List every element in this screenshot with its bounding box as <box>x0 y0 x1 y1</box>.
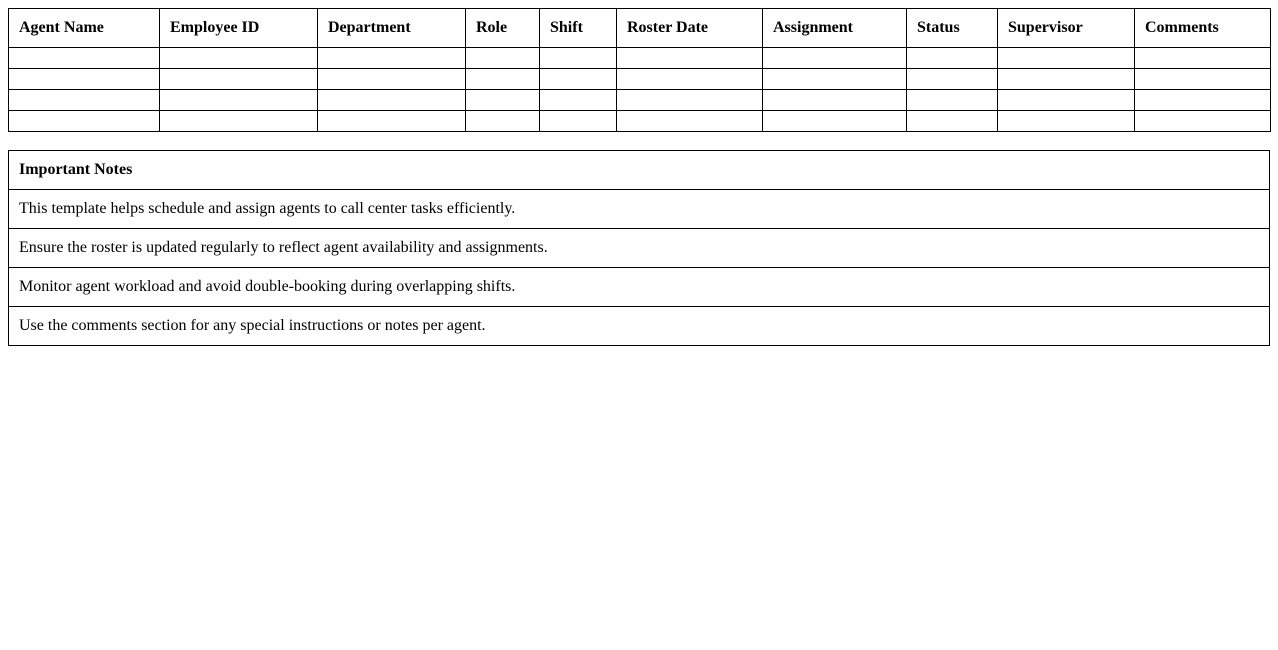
cell-agent-name[interactable] <box>9 48 160 69</box>
note-row <box>9 190 1270 229</box>
cell-assignment[interactable] <box>763 48 907 69</box>
cell-shift[interactable] <box>540 111 617 132</box>
column-header-department: Department <box>318 9 466 48</box>
cell-supervisor[interactable] <box>998 111 1135 132</box>
cell-assignment[interactable] <box>763 111 907 132</box>
cell-role[interactable] <box>466 111 540 132</box>
cell-shift[interactable] <box>540 90 617 111</box>
cell-roster-date[interactable] <box>617 111 763 132</box>
cell-role[interactable] <box>466 90 540 111</box>
note-row <box>9 268 1270 307</box>
roster-table <box>8 8 1271 132</box>
cell-role[interactable] <box>466 48 540 69</box>
cell-agent-name[interactable] <box>9 90 160 111</box>
notes-table <box>8 150 1270 346</box>
roster-header-row <box>9 9 1271 48</box>
cell-status[interactable] <box>907 90 998 111</box>
column-header-roster-date: Roster Date <box>617 9 763 48</box>
notes-header-row <box>9 151 1270 190</box>
column-header-role: Role <box>466 9 540 48</box>
cell-employee-id[interactable] <box>160 69 318 90</box>
cell-department[interactable] <box>318 111 466 132</box>
cell-agent-name[interactable] <box>9 111 160 132</box>
cell-comments[interactable] <box>1135 69 1271 90</box>
cell-department[interactable] <box>318 90 466 111</box>
cell-supervisor[interactable] <box>998 90 1135 111</box>
table-row <box>9 111 1271 132</box>
table-row <box>9 69 1271 90</box>
column-header-employee-id: Employee ID <box>160 9 318 48</box>
column-header-agent-name: Agent Name <box>9 9 160 48</box>
cell-supervisor[interactable] <box>998 48 1135 69</box>
cell-department[interactable] <box>318 69 466 90</box>
note-item: This template helps schedule and assign agents to call center tasks efficiently. <box>9 190 1270 229</box>
page <box>8 8 1270 346</box>
cell-comments[interactable] <box>1135 48 1271 69</box>
cell-assignment[interactable] <box>763 69 907 90</box>
cell-agent-name[interactable] <box>9 69 160 90</box>
cell-employee-id[interactable] <box>160 111 318 132</box>
notes-title: Important Notes <box>9 151 1270 190</box>
cell-roster-date[interactable] <box>617 48 763 69</box>
cell-department[interactable] <box>318 48 466 69</box>
cell-employee-id[interactable] <box>160 48 318 69</box>
cell-shift[interactable] <box>540 48 617 69</box>
cell-status[interactable] <box>907 111 998 132</box>
cell-roster-date[interactable] <box>617 69 763 90</box>
note-row <box>9 307 1270 346</box>
cell-shift[interactable] <box>540 69 617 90</box>
cell-assignment[interactable] <box>763 90 907 111</box>
cell-supervisor[interactable] <box>998 69 1135 90</box>
cell-role[interactable] <box>466 69 540 90</box>
note-item: Ensure the roster is updated regularly to reflect agent availability and assignments. <box>9 229 1270 268</box>
cell-roster-date[interactable] <box>617 90 763 111</box>
roster-body <box>9 48 1271 132</box>
note-row <box>9 229 1270 268</box>
cell-comments[interactable] <box>1135 111 1271 132</box>
column-header-comments: Comments <box>1135 9 1271 48</box>
column-header-assignment: Assignment <box>763 9 907 48</box>
table-row <box>9 48 1271 69</box>
cell-status[interactable] <box>907 69 998 90</box>
column-header-status: Status <box>907 9 998 48</box>
cell-comments[interactable] <box>1135 90 1271 111</box>
cell-employee-id[interactable] <box>160 90 318 111</box>
note-item: Monitor agent workload and avoid double-booking during overlapping shifts. <box>9 268 1270 307</box>
cell-status[interactable] <box>907 48 998 69</box>
column-header-shift: Shift <box>540 9 617 48</box>
note-item: Use the comments section for any special instructions or notes per agent. <box>9 307 1270 346</box>
column-header-supervisor: Supervisor <box>998 9 1135 48</box>
table-row <box>9 90 1271 111</box>
